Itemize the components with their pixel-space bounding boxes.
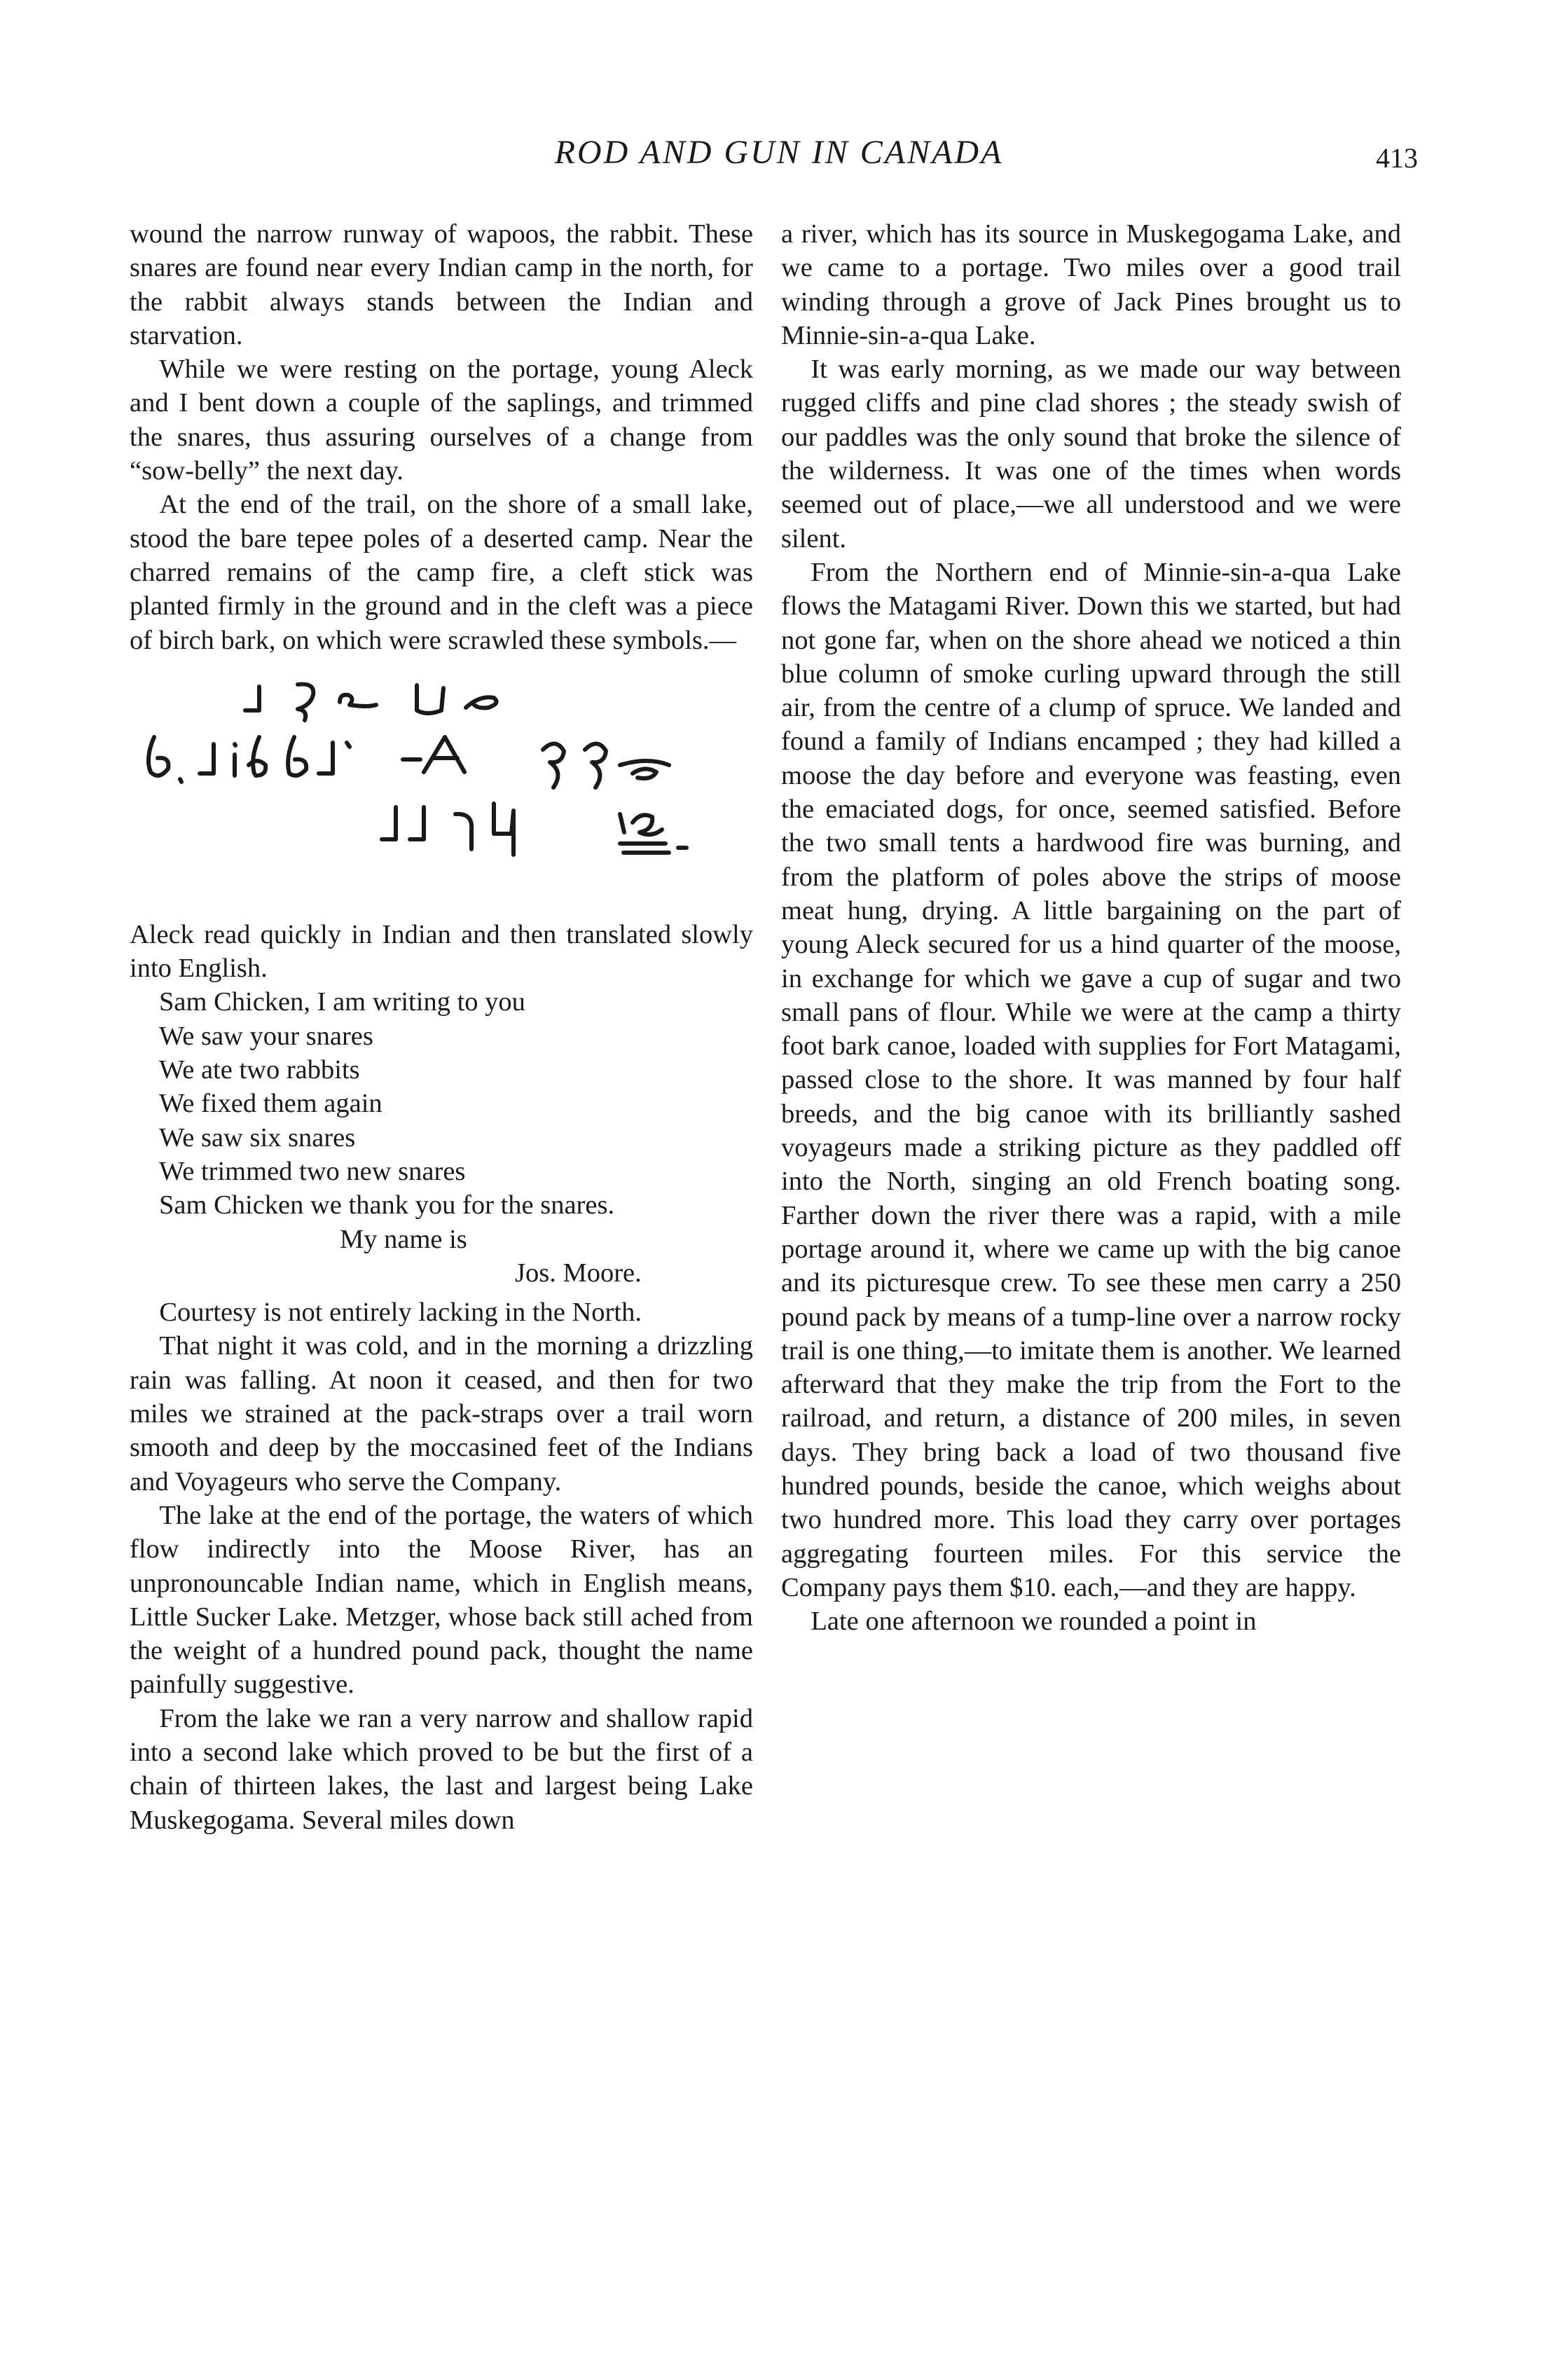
paragraph: Late one afternoon we rounded a point in xyxy=(811,1607,1257,1637)
page-number: 413 xyxy=(1376,142,1418,174)
letter-line: Sam Chicken, I am writing to you xyxy=(159,987,525,1017)
translated-letter xyxy=(130,985,753,1290)
paragraph: Aleck read quickly in Indian and then translated slowly into English. xyxy=(130,919,753,984)
letter-line: We trimmed two new snares xyxy=(159,1156,466,1186)
letter-signature-intro: My name is xyxy=(340,1224,467,1254)
paragraph: While we were resting on the portage, young Aleck and I bent down a couple of the saplings, and trimmed the snares, thus assuring ourselves of a change from “sow-belly” the next day. xyxy=(130,355,753,486)
letter-line: Sam Chicken we thank you for the snares. xyxy=(159,1190,615,1220)
left-column xyxy=(130,217,753,1837)
paragraph: That night it was cold, and in the morning a drizzling rain was falling. At noon it ceased, and then for two miles we strained at the pack-straps over a trail worn smooth and deep by the moccasined feet of the Indians and Voyageurs who serve the Company. xyxy=(130,1331,753,1497)
right-column xyxy=(781,217,1401,1638)
paragraph: From the lake we ran a very narrow and shallow rapid into a second lake which proved to be but the first of a chain of thirteen lakes, the last and largest being Lake Muskegogama. Several miles down xyxy=(130,1703,753,1835)
syllabic-symbols-illustration xyxy=(130,667,753,898)
letter-line: We fixed them again xyxy=(159,1089,382,1119)
paragraph: wound the narrow runway of wapoos, the rabbit. These snares are found near every Indian camp in the north, for the rabbit always stands between the Indian and starvation. xyxy=(130,219,753,350)
paragraph: It was early morning, as we made our way between rugged cliffs and pine clad shores ; the steady swish of our paddles was the only sound that broke the silence of the wilderness. It was one of the times when words seemed out of place,—we all understood and we were silent. xyxy=(781,355,1401,553)
paragraph: At the end of the trail, on the shore of a small lake, stood the bare tepee poles of a deserted camp. Near the charred remains of the camp fire, a cleft stick was planted firmly in the ground and in the cleft was a piece of birch bark, on which were scrawled these symbols.— xyxy=(130,490,753,655)
running-title: ROD AND GUN IN CANADA xyxy=(554,134,1004,171)
letter-signature-name: Jos. Moore. xyxy=(515,1258,642,1288)
letter-line: We saw your snares xyxy=(159,1021,373,1051)
paragraph: From the Northern end of Minnie-sin-a-qua Lake flows the Matagami River. Down this we started, but had not gone far, when on the shore ahead we noticed a thin blue column of smoke curling upward through the still air, from the centre of a clump of spruce. We landed and found a family of Indians encamped ; they had killed a moose the day before and everyone was feasting, even the emaciated dogs, for once, seemed satisfied. Before the two small tents a hardwood fire was burning, and from the platform of poles above the strips of moose meat hung, drying. A little bargaining on the part of young Aleck secured for us a hind quarter of the moose, in exchange for which we gave a cup of sugar and two small pans of flour. While we were at the camp a thirty foot bark canoe, loaded with supplies for Fort Matagami, passed close to the shore. It was manned by four half breeds, and the big canoe with its brilliantly sashed voyageurs made a striking picture as they paddled off into the North, singing an old French boating song. Farther down the river there was a rapid, with a mile portage around it, where we came up with the big canoe and its picturesque crew. To see these men carry a 250 pound pack by means of a tump-line over a narrow rocky trail is one thing,—to imitate them is another. We learned afterward that they make the trip from the Fort to the railroad, and return, a distance of 200 miles, in seven days. They bring back a load of two thousand five hundred pounds, beside the canoe, which weighs about two hundred more. This load they carry over portages aggregating fourteen miles. For this service the Company pays them $10. each,—and they are happy. xyxy=(781,557,1401,1602)
paragraph: The lake at the end of the portage, the waters of which flow indirectly into the Moose River, has an unpronouncable Indian name, which in English means, Little Sucker Lake. Metzger, whose back still ached from the weight of a hundred pound pack, thought the name painfully suggestive. xyxy=(130,1500,753,1700)
letter-line: We saw six snares xyxy=(159,1122,356,1153)
page-header xyxy=(0,133,1558,189)
paragraph: Courtesy is not entirely lacking in the North. xyxy=(159,1298,642,1328)
letter-line: We ate two rabbits xyxy=(159,1055,360,1085)
paragraph: a river, which has its source in Muskegogama Lake, and we came to a portage. Two miles over a good trail winding through a grove of Jack Pines brought us to Minnie-sin-a-qua Lake. xyxy=(781,219,1401,350)
